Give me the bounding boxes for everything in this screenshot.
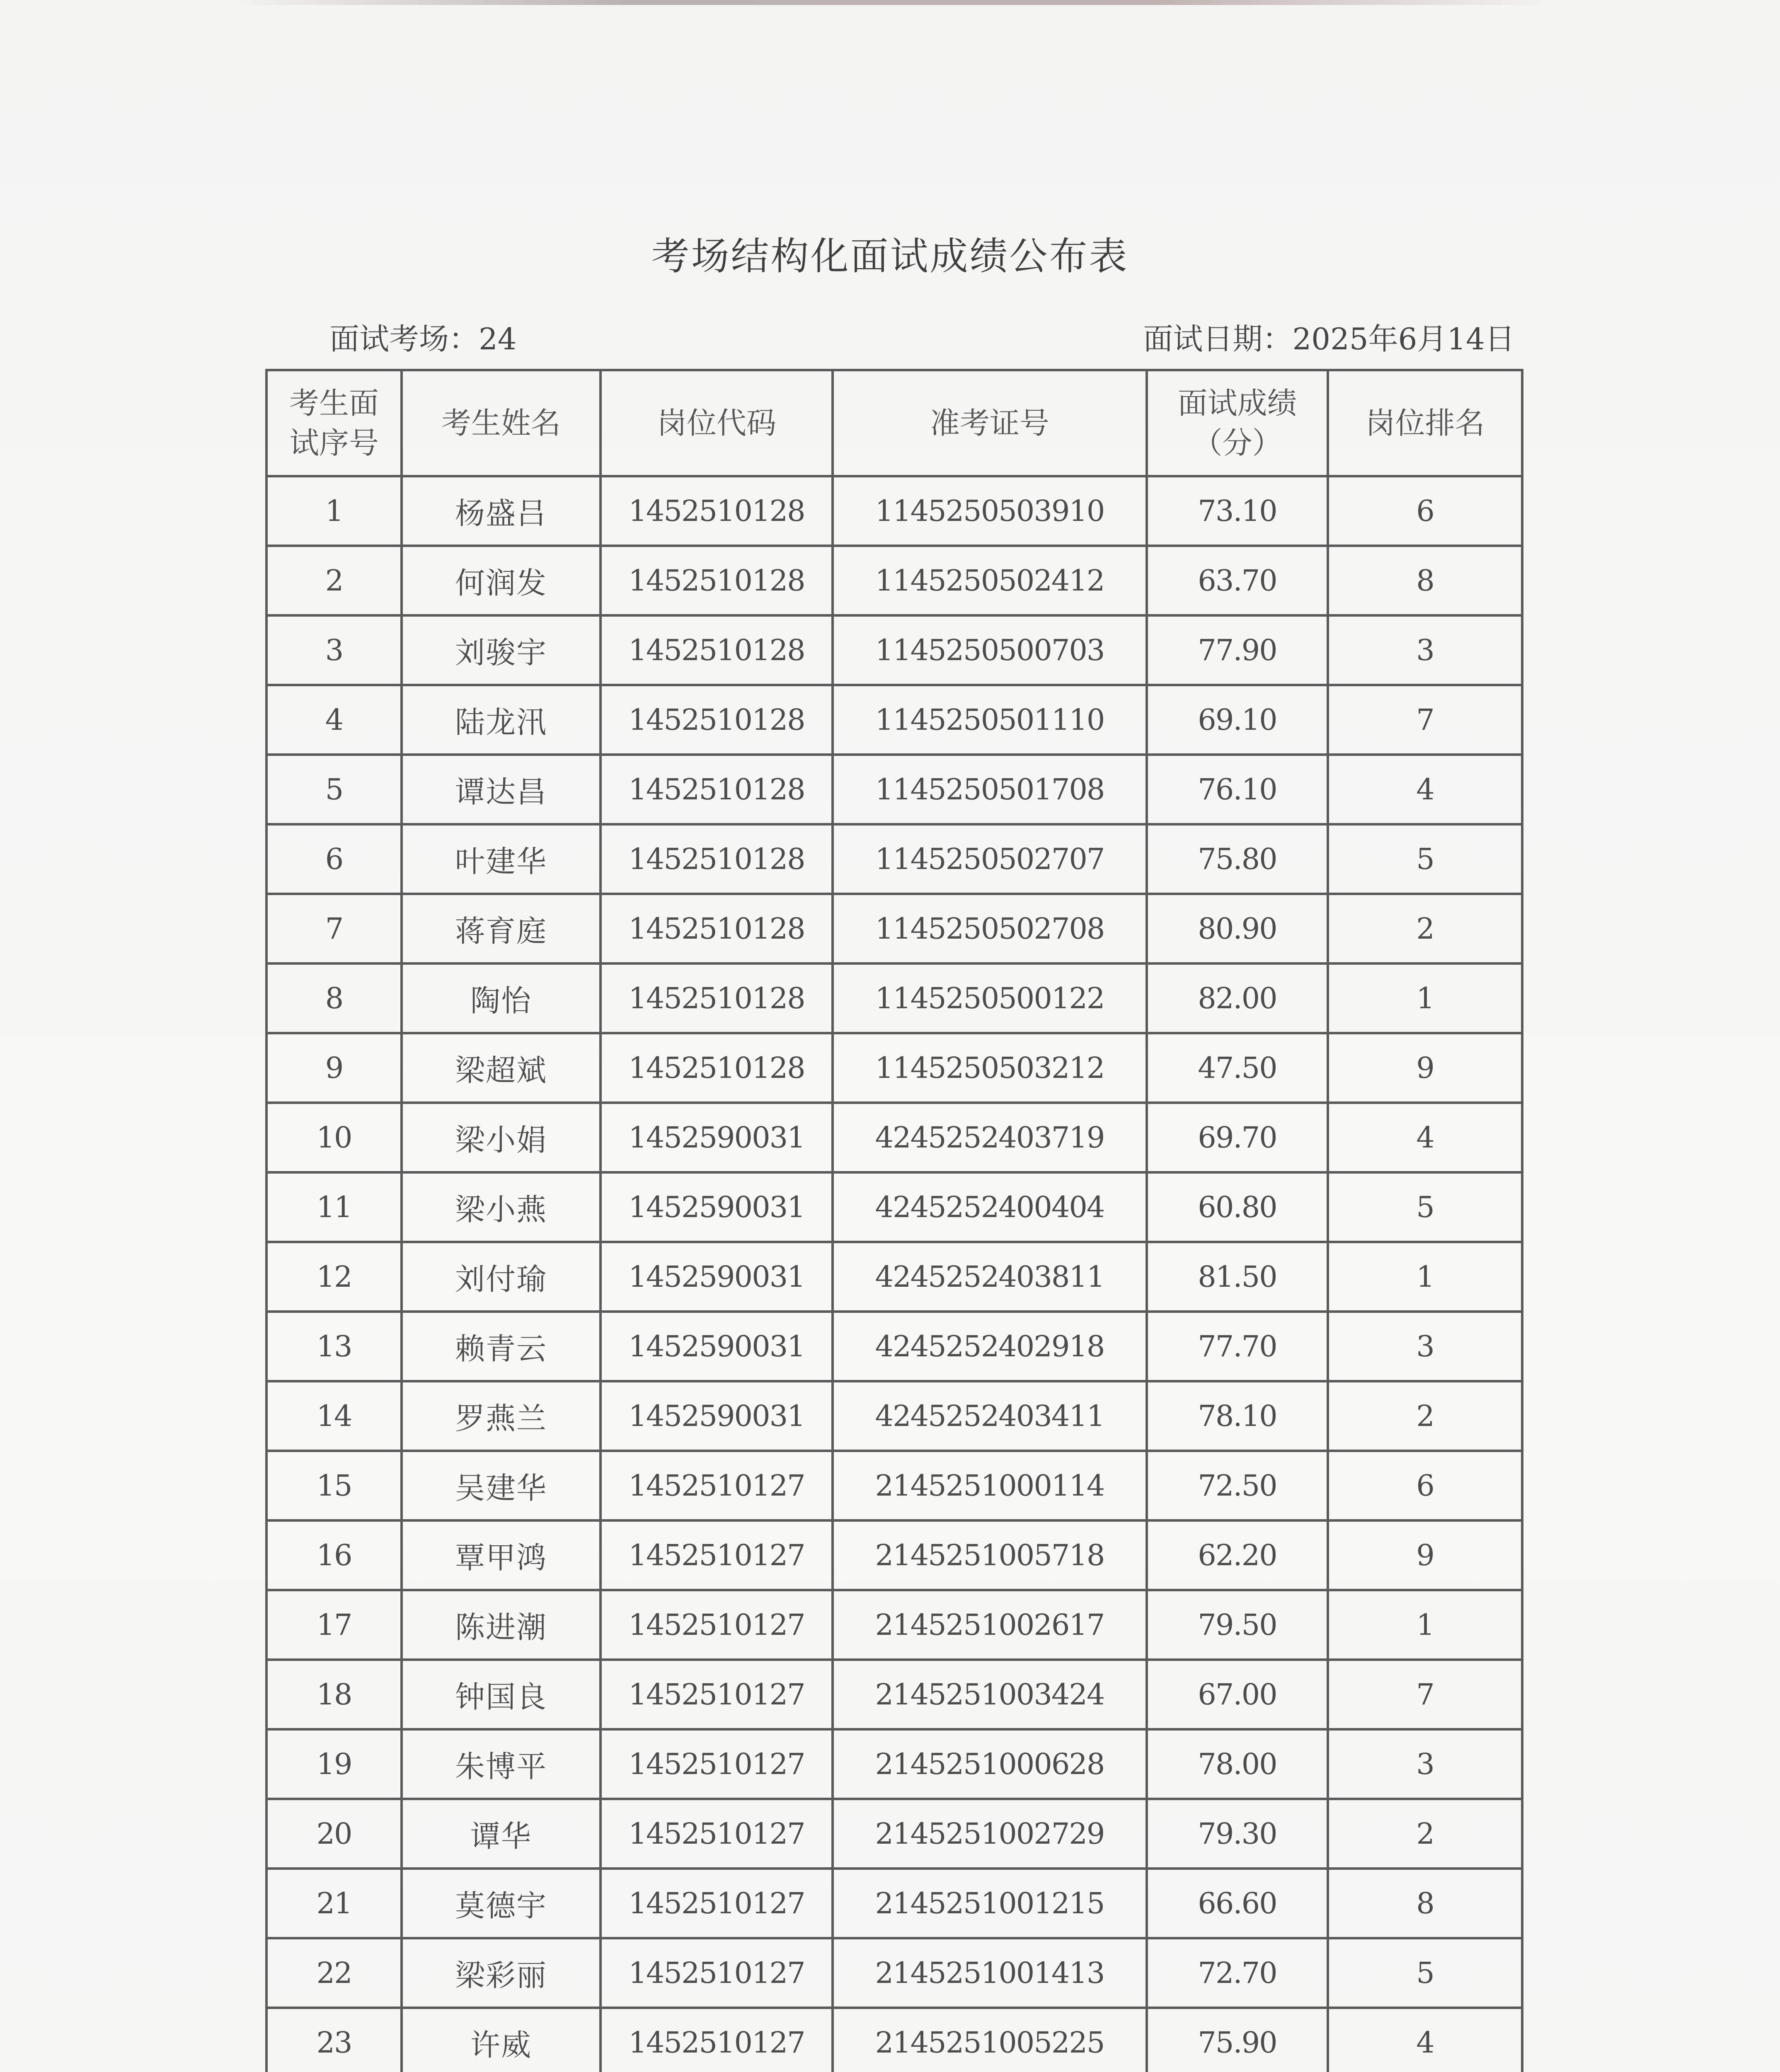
cell-rank: 3 [1328, 1729, 1522, 1799]
cell-score: 63.70 [1147, 546, 1328, 615]
cell-seq: 9 [266, 1033, 402, 1103]
cell-score: 77.70 [1147, 1312, 1328, 1381]
cell-score: 76.10 [1147, 755, 1328, 824]
cell-rank: 4 [1328, 2008, 1522, 2072]
cell-post-code: 1452510127 [601, 1938, 833, 2008]
cell-post-code: 1452510127 [601, 1869, 833, 1938]
cell-seq: 14 [266, 1381, 402, 1451]
cell-rank: 9 [1328, 1033, 1522, 1103]
cell-score: 75.80 [1147, 824, 1328, 894]
cell-name: 朱博平 [402, 1729, 601, 1799]
cell-name: 梁超斌 [402, 1033, 601, 1103]
cell-score: 75.90 [1147, 2008, 1328, 2072]
cell-post-code: 1452510127 [601, 1590, 833, 1660]
cell-post-code: 1452510127 [601, 2008, 833, 2072]
cell-score: 47.50 [1147, 1033, 1328, 1103]
cell-post-code: 1452510128 [601, 894, 833, 963]
cell-name: 钟国良 [402, 1660, 601, 1729]
cell-post-code: 1452590031 [601, 1242, 833, 1312]
cell-seq: 16 [266, 1520, 402, 1590]
cell-ticket-no: 2145251001215 [833, 1869, 1147, 1938]
cell-ticket-no: 4245252403411 [833, 1381, 1147, 1451]
cell-ticket-no: 2145251003424 [833, 1660, 1147, 1729]
exam-room-label: 面试考场：24 [329, 322, 517, 356]
cell-rank: 9 [1328, 1520, 1522, 1590]
cell-post-code: 1452590031 [601, 1381, 833, 1451]
cell-name: 谭华 [402, 1799, 601, 1869]
cell-name: 刘骏宇 [402, 615, 601, 685]
cell-ticket-no: 1145250503212 [833, 1033, 1147, 1103]
cell-rank: 5 [1328, 1938, 1522, 2008]
table-row [266, 2008, 1522, 2072]
cell-post-code: 1452510127 [601, 1799, 833, 1869]
cell-name: 莫德宇 [402, 1869, 601, 1938]
cell-rank: 6 [1328, 1451, 1522, 1520]
cell-name: 梁彩丽 [402, 1938, 601, 2008]
cell-ticket-no: 1145250500122 [833, 963, 1147, 1033]
cell-post-code: 1452510128 [601, 755, 833, 824]
cell-score: 78.00 [1147, 1729, 1328, 1799]
cell-seq: 21 [266, 1869, 402, 1938]
header-seq [266, 370, 402, 476]
cell-seq: 2 [266, 546, 402, 615]
cell-score: 73.10 [1147, 476, 1328, 546]
cell-seq: 22 [266, 1938, 402, 2008]
cell-rank: 8 [1328, 546, 1522, 615]
cell-rank: 7 [1328, 1660, 1522, 1729]
scores-table [265, 369, 1523, 2072]
cell-seq: 12 [266, 1242, 402, 1312]
table-row [266, 1451, 1522, 1520]
cell-rank: 4 [1328, 755, 1522, 824]
cell-seq: 4 [266, 685, 402, 755]
cell-ticket-no: 2145251001413 [833, 1938, 1147, 2008]
cell-rank: 4 [1328, 1103, 1522, 1172]
cell-score: 69.70 [1147, 1103, 1328, 1172]
cell-seq: 5 [266, 755, 402, 824]
cell-name: 梁小娟 [402, 1103, 601, 1172]
table-row [266, 1381, 1522, 1451]
cell-name: 梁小燕 [402, 1172, 601, 1242]
cell-post-code: 1452510127 [601, 1729, 833, 1799]
cell-post-code: 1452510128 [601, 1033, 833, 1103]
cell-ticket-no: 1145250501708 [833, 755, 1147, 824]
cell-rank: 8 [1328, 1869, 1522, 1938]
table-row [266, 894, 1522, 963]
header-name: 考生姓名 [402, 370, 601, 476]
cell-rank: 5 [1328, 1172, 1522, 1242]
cell-ticket-no: 2145251002617 [833, 1590, 1147, 1660]
table-row [266, 1103, 1522, 1172]
cell-ticket-no: 1145250501110 [833, 685, 1147, 755]
cell-name: 许威 [402, 2008, 601, 2072]
table-row [266, 1869, 1522, 1938]
header-score [1147, 370, 1328, 476]
cell-score: 72.70 [1147, 1938, 1328, 2008]
table-row [266, 546, 1522, 615]
cell-score: 80.90 [1147, 894, 1328, 963]
table-row [266, 685, 1522, 755]
cell-post-code: 1452510128 [601, 685, 833, 755]
cell-rank: 7 [1328, 685, 1522, 755]
cell-rank: 1 [1328, 1590, 1522, 1660]
table-body [266, 476, 1522, 2072]
cell-score: 79.30 [1147, 1799, 1328, 1869]
cell-rank: 2 [1328, 1381, 1522, 1451]
table-row [266, 1938, 1522, 2008]
table-row [266, 1799, 1522, 1869]
cell-post-code: 1452510127 [601, 1660, 833, 1729]
page-title: 考场结构化面试成绩公布表 [651, 234, 1129, 278]
cell-score: 81.50 [1147, 1242, 1328, 1312]
cell-ticket-no: 1145250500703 [833, 615, 1147, 685]
header-rank: 岗位排名 [1328, 370, 1522, 476]
paper-top-shadow [232, 0, 1550, 5]
cell-name: 吴建华 [402, 1451, 601, 1520]
cell-seq: 18 [266, 1660, 402, 1729]
table-row [266, 615, 1522, 685]
cell-post-code: 1452510128 [601, 824, 833, 894]
cell-seq: 17 [266, 1590, 402, 1660]
cell-name: 陈进潮 [402, 1590, 601, 1660]
cell-score: 69.10 [1147, 685, 1328, 755]
header-seq-label: 考生面试序号 [289, 386, 379, 460]
cell-seq: 20 [266, 1799, 402, 1869]
table-row [266, 1590, 1522, 1660]
cell-name: 罗燕兰 [402, 1381, 601, 1451]
cell-ticket-no: 2145251002729 [833, 1799, 1147, 1869]
cell-score: 82.00 [1147, 963, 1328, 1033]
cell-ticket-no: 2145251005718 [833, 1520, 1147, 1590]
cell-ticket-no: 2145251005225 [833, 2008, 1147, 2072]
table-row [266, 1172, 1522, 1242]
cell-ticket-no: 1145250502708 [833, 894, 1147, 963]
table-row [266, 1242, 1522, 1312]
cell-post-code: 1452590031 [601, 1312, 833, 1381]
cell-name: 陶怡 [402, 963, 601, 1033]
cell-ticket-no: 2145251000114 [833, 1451, 1147, 1520]
cell-rank: 1 [1328, 1242, 1522, 1312]
cell-name: 陆龙汛 [402, 685, 601, 755]
cell-rank: 2 [1328, 1799, 1522, 1869]
cell-name: 叶建华 [402, 824, 601, 894]
cell-seq: 7 [266, 894, 402, 963]
table-row [266, 1033, 1522, 1103]
cell-post-code: 1452510128 [601, 963, 833, 1033]
cell-seq: 19 [266, 1729, 402, 1799]
cell-name: 杨盛吕 [402, 476, 601, 546]
table-row [266, 1312, 1522, 1381]
cell-score: 72.50 [1147, 1451, 1328, 1520]
cell-rank: 5 [1328, 824, 1522, 894]
cell-seq: 13 [266, 1312, 402, 1381]
table-row [266, 824, 1522, 894]
cell-ticket-no: 4245252400404 [833, 1172, 1147, 1242]
cell-score: 60.80 [1147, 1172, 1328, 1242]
cell-post-code: 1452510128 [601, 476, 833, 546]
cell-score: 62.20 [1147, 1520, 1328, 1590]
cell-name: 何润发 [402, 546, 601, 615]
table-header-row [266, 370, 1522, 476]
cell-score: 79.50 [1147, 1590, 1328, 1660]
cell-seq: 15 [266, 1451, 402, 1520]
exam-date-label: 面试日期：2025年6月14日 [1143, 322, 1515, 356]
cell-ticket-no: 4245252403719 [833, 1103, 1147, 1172]
cell-seq: 11 [266, 1172, 402, 1242]
cell-post-code: 1452590031 [601, 1103, 833, 1172]
cell-post-code: 1452510127 [601, 1520, 833, 1590]
cell-seq: 1 [266, 476, 402, 546]
cell-seq: 3 [266, 615, 402, 685]
cell-score: 67.00 [1147, 1660, 1328, 1729]
cell-post-code: 1452510128 [601, 546, 833, 615]
cell-name: 覃甲鸿 [402, 1520, 601, 1590]
header-ticket-no: 准考证号 [833, 370, 1147, 476]
header-score-label: 面试成绩（分） [1177, 386, 1297, 460]
table-row [266, 963, 1522, 1033]
cell-rank: 3 [1328, 1312, 1522, 1381]
cell-ticket-no: 2145251000628 [833, 1729, 1147, 1799]
cell-post-code: 1452590031 [601, 1172, 833, 1242]
cell-post-code: 1452510127 [601, 1451, 833, 1520]
cell-seq: 23 [266, 2008, 402, 2072]
cell-score: 78.10 [1147, 1381, 1328, 1451]
cell-rank: 3 [1328, 615, 1522, 685]
cell-post-code: 1452510128 [601, 615, 833, 685]
cell-seq: 10 [266, 1103, 402, 1172]
table-row [266, 1520, 1522, 1590]
table-row [266, 1660, 1522, 1729]
table-row [266, 476, 1522, 546]
cell-seq: 8 [266, 963, 402, 1033]
header-post-code: 岗位代码 [601, 370, 833, 476]
cell-name: 谭达昌 [402, 755, 601, 824]
cell-rank: 2 [1328, 894, 1522, 963]
cell-name: 刘付瑜 [402, 1242, 601, 1312]
table-row [266, 755, 1522, 824]
cell-ticket-no: 4245252402918 [833, 1312, 1147, 1381]
cell-ticket-no: 1145250502707 [833, 824, 1147, 894]
cell-ticket-no: 4245252403811 [833, 1242, 1147, 1312]
cell-score: 66.60 [1147, 1869, 1328, 1938]
cell-rank: 1 [1328, 963, 1522, 1033]
cell-ticket-no: 1145250503910 [833, 476, 1147, 546]
cell-name: 赖青云 [402, 1312, 601, 1381]
cell-ticket-no: 1145250502412 [833, 546, 1147, 615]
cell-score: 77.90 [1147, 615, 1328, 685]
cell-seq: 6 [266, 824, 402, 894]
cell-rank: 6 [1328, 476, 1522, 546]
table-row [266, 1729, 1522, 1799]
cell-name: 蒋育庭 [402, 894, 601, 963]
